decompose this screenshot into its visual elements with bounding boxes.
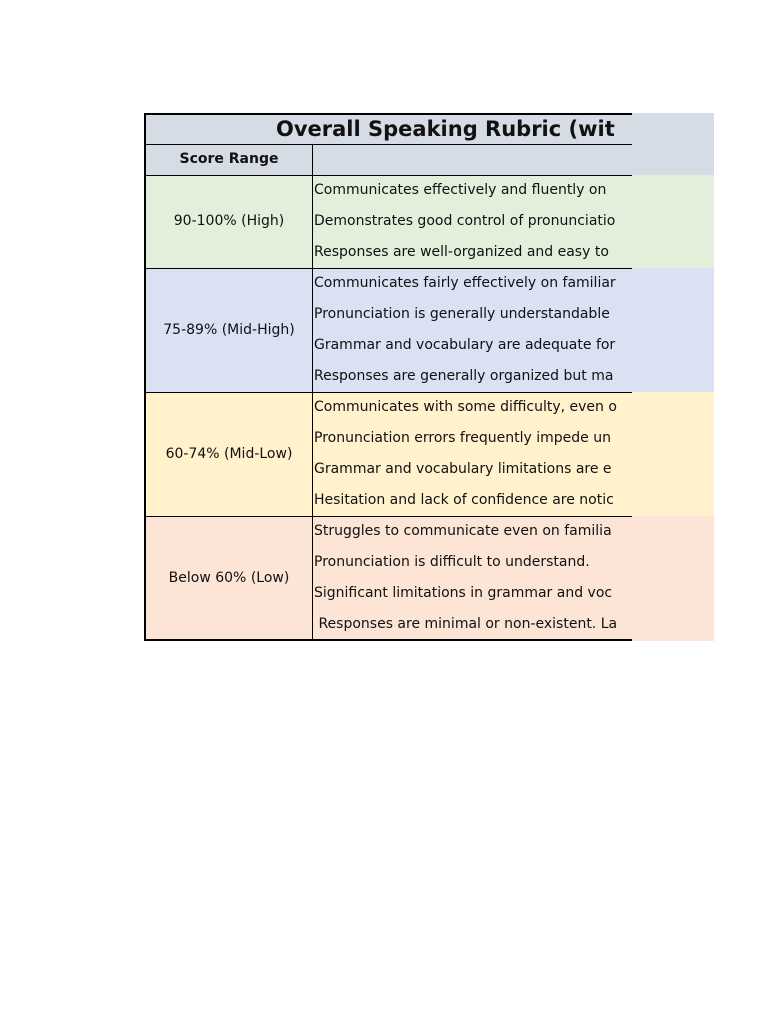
band-label-mid-high: 75-89% (Mid-High) [163, 322, 295, 338]
band-mid-low-line-2: Pronunciation errors frequently impede un [314, 430, 611, 446]
table-viewport [144, 113, 632, 641]
score-range-header: Score Range [179, 151, 279, 167]
band-mid-high-line-2: Pronunciation is generally understandable [314, 306, 610, 322]
band-high-line-2: Demonstrates good control of pronunciatio [314, 213, 616, 229]
band-mid-high-line-3: Grammar and vocabulary are adequate for [314, 337, 616, 353]
rubric-title: Overall Speaking Rubric (wit [276, 117, 615, 141]
band-label-low: Below 60% (Low) [168, 570, 290, 586]
band-low-line-4: Responses are minimal or non-existent. La [314, 616, 618, 632]
band-mid-low-line-4: Hesitation and lack of confidence are notic [314, 492, 614, 508]
band-mid-low-line-1: Communicates with some difficulty, even o [314, 399, 617, 415]
band-mid-low-line-3: Grammar and vocabulary limitations are e [314, 461, 612, 477]
band-low-line-2: Pronunciation is difficult to understand. [314, 554, 590, 570]
band-label-high: 90-100% (High) [173, 213, 285, 229]
band-low-line-1: Struggles to communicate even on familia [314, 523, 612, 539]
band-label-mid-low: 60-74% (Mid-Low) [165, 446, 293, 462]
column-divider [312, 144, 313, 641]
band-mid-high-line-4: Responses are generally organized but ma [314, 368, 614, 384]
band-low-line-3: Significant limitations in grammar and voc [314, 585, 613, 601]
band-high-line-3: Responses are well-organized and easy to [314, 244, 609, 260]
rubric-table [144, 113, 714, 641]
band-mid-high-line-1: Communicates fairly effectively on familiar [314, 275, 616, 291]
band-high-line-1: Communicates effectively and fluently on [314, 182, 607, 198]
